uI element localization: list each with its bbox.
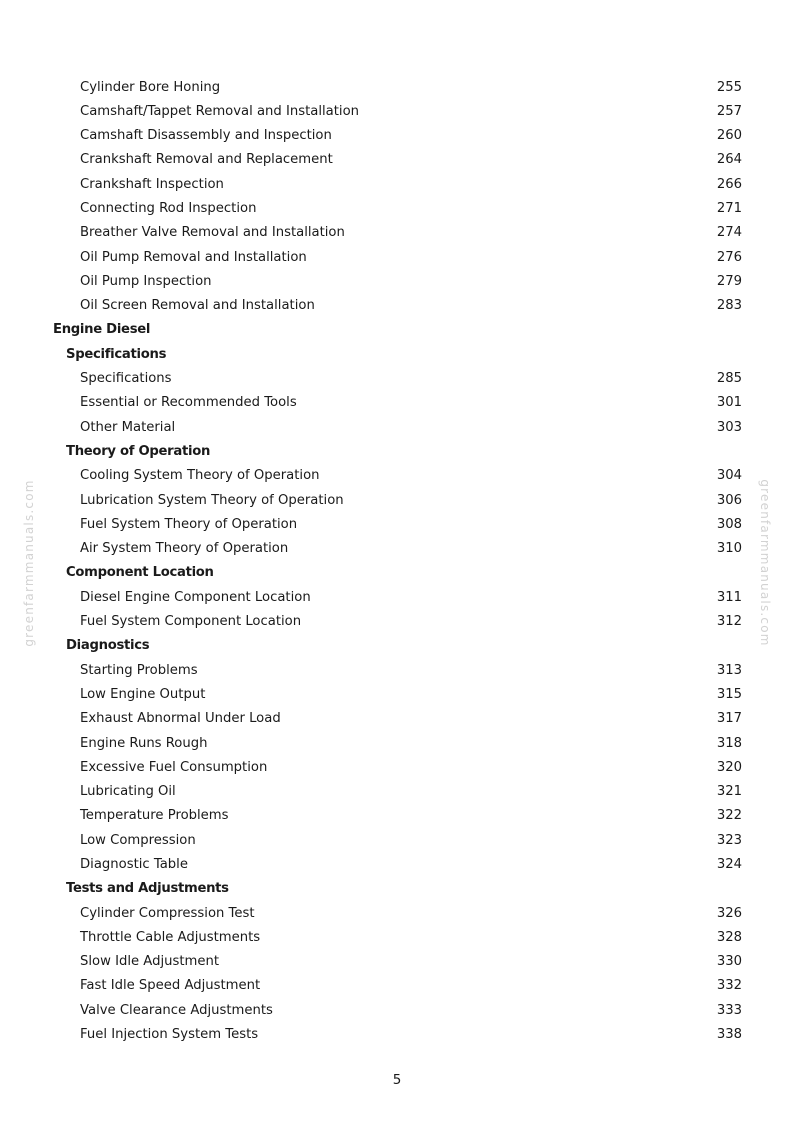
toc-entry-page-number: 323 <box>716 832 742 848</box>
toc-entry[interactable] <box>0 197 794 221</box>
toc-entry-title: Exhaust Abnormal Under Load <box>80 711 281 727</box>
toc-entry-page-number: 322 <box>716 808 742 824</box>
toc-entry-page-number: 312 <box>716 614 742 630</box>
toc-entry-title: Low Engine Output <box>80 686 206 702</box>
toc-entry[interactable] <box>0 829 794 853</box>
toc-entry-page-number: 332 <box>716 978 742 994</box>
toc-entry-page-number: 279 <box>716 273 742 289</box>
toc-section-heading[interactable] <box>0 877 794 901</box>
toc-entry-page-number: 311 <box>716 589 742 605</box>
toc-entry-title: Oil Pump Inspection <box>80 273 212 289</box>
toc-entry[interactable] <box>0 221 794 245</box>
toc-entry-title: Camshaft/Tappet Removal and Installation <box>80 103 360 119</box>
toc-entry-page-number: 260 <box>716 128 742 144</box>
toc-entry-title: Fast Idle Speed Adjustment <box>80 978 261 994</box>
toc-entry-page-number: 338 <box>716 1027 742 1043</box>
toc-entry[interactable] <box>0 391 794 415</box>
toc-entry[interactable] <box>0 464 794 488</box>
toc-entry-page-number: 257 <box>716 103 742 119</box>
toc-entry[interactable] <box>0 537 794 561</box>
toc-entry-title: Throttle Cable Adjustments <box>80 929 261 945</box>
toc-section-heading[interactable] <box>0 440 794 464</box>
toc-entry-title: Specifications <box>66 346 167 362</box>
toc-entry-page-number: 276 <box>716 249 742 265</box>
toc-entry-page-number: 266 <box>716 176 742 192</box>
toc-entry-title: Valve Clearance Adjustments <box>80 1002 273 1018</box>
toc-entry-page-number: 320 <box>716 759 742 775</box>
toc-entry[interactable] <box>0 926 794 950</box>
toc-entry-title: Temperature Problems <box>80 808 229 824</box>
toc-entry-title: Camshaft Disassembly and Inspection <box>80 128 332 144</box>
toc-entry-title: Other Material <box>80 419 176 435</box>
toc-entry[interactable] <box>0 173 794 197</box>
toc-entry-page-number: 333 <box>716 1002 742 1018</box>
toc-entry[interactable] <box>0 124 794 148</box>
toc-entry[interactable] <box>0 610 794 634</box>
toc-entry-title: Diagnostic Table <box>80 857 188 872</box>
toc-section-heading[interactable] <box>0 634 794 658</box>
watermark-right: greenfarmmanuals.com <box>758 479 772 647</box>
toc-entry-page-number: 301 <box>716 395 742 411</box>
toc-entry-page-number: 317 <box>716 711 742 727</box>
toc-entry[interactable] <box>0 76 794 100</box>
toc-entry[interactable] <box>0 270 794 294</box>
toc-entry[interactable] <box>0 513 794 537</box>
toc-entry-page-number: 271 <box>716 200 742 216</box>
toc-entry-title: Excessive Fuel Consumption <box>80 759 268 775</box>
toc-entry-page-number: 306 <box>716 492 742 508</box>
toc-entry-title: Component Location <box>66 565 214 581</box>
page-number: 5 <box>392 1072 402 1088</box>
toc-entry-title: Cylinder Bore Honing <box>80 79 221 95</box>
toc-entry-title: Oil Pump Removal and Installation <box>80 249 307 265</box>
toc-entry-title: Fuel System Component Location <box>80 614 302 630</box>
toc-entry-page-number: 328 <box>716 929 742 945</box>
toc-entry[interactable] <box>0 367 794 391</box>
toc-entry-title: Breather Valve Removal and Installation <box>80 225 345 241</box>
toc-entry[interactable] <box>0 974 794 998</box>
toc-entry-title: Air System Theory of Operation <box>80 541 289 557</box>
toc-entry-page-number: 303 <box>716 419 742 435</box>
toc-entry-page-number: 313 <box>716 662 742 678</box>
toc-entry[interactable] <box>0 707 794 731</box>
toc-section-heading[interactable] <box>0 561 794 585</box>
toc-entry[interactable] <box>0 999 794 1023</box>
toc-entry-title: Specifications <box>80 371 172 387</box>
toc-entry-title: Connecting Rod Inspection <box>80 200 257 216</box>
toc-entry[interactable] <box>0 732 794 756</box>
toc-entry-title: Engine Runs Rough <box>80 735 208 751</box>
toc-entry[interactable] <box>0 950 794 974</box>
toc-entry-page-number: 326 <box>716 905 742 921</box>
toc-entry[interactable] <box>0 804 794 828</box>
toc-entry-page-number: 264 <box>716 152 742 168</box>
toc-entry[interactable] <box>0 683 794 707</box>
watermark-left: greenfarmmanuals.com <box>22 479 36 647</box>
toc-entry-page-number: 330 <box>716 954 742 970</box>
table-of-contents <box>0 76 794 1048</box>
toc-section-heading[interactable] <box>0 318 794 342</box>
toc-entry[interactable] <box>0 148 794 172</box>
toc-entry-page-number: 308 <box>716 516 742 532</box>
toc-entry[interactable] <box>0 100 794 124</box>
toc-entry[interactable] <box>0 246 794 270</box>
toc-entry-title: Cooling System Theory of Operation <box>80 468 320 484</box>
toc-section-heading[interactable] <box>0 343 794 367</box>
toc-entry-title: Crankshaft Inspection <box>80 176 224 192</box>
toc-entry[interactable] <box>0 902 794 926</box>
toc-entry-page-number: 255 <box>716 79 742 95</box>
toc-entry-title: Essential or Recommended Tools <box>80 395 297 411</box>
toc-entry-title: Oil Screen Removal and Installation <box>80 298 315 314</box>
toc-entry-page-number: 321 <box>716 784 742 800</box>
toc-entry[interactable] <box>0 489 794 513</box>
toc-entry-page-number: 324 <box>716 857 742 872</box>
toc-entry-page-number: 274 <box>716 225 742 241</box>
toc-entry-title: Engine Diesel <box>53 322 151 338</box>
toc-entry-page-number: 310 <box>716 541 742 557</box>
toc-entry-title: Theory of Operation <box>66 443 211 459</box>
toc-entry[interactable] <box>0 780 794 804</box>
toc-entry-title: Cylinder Compression Test <box>80 905 255 921</box>
toc-entry-page-number: 304 <box>716 468 742 484</box>
toc-entry[interactable] <box>0 756 794 780</box>
toc-entry-title: Low Compression <box>80 832 196 848</box>
toc-entry-title: Tests and Adjustments <box>66 881 229 897</box>
toc-entry-title: Diesel Engine Component Location <box>80 589 311 605</box>
toc-entry-page-number: 315 <box>716 686 742 702</box>
toc-entry[interactable] <box>0 659 794 683</box>
toc-entry-page-number: 285 <box>716 371 742 387</box>
toc-entry-page-number: 318 <box>716 735 742 751</box>
toc-entry-title: Lubricating Oil <box>80 784 176 800</box>
toc-entry[interactable] <box>0 853 794 877</box>
toc-entry-title: Starting Problems <box>80 662 198 678</box>
toc-entry[interactable] <box>0 294 794 318</box>
toc-entry-title: Lubrication System Theory of Operation <box>80 492 344 508</box>
toc-entry-title: Diagnostics <box>66 638 150 654</box>
toc-entry-page-number: 283 <box>716 298 742 314</box>
toc-entry[interactable] <box>0 1023 794 1047</box>
toc-entry-title: Slow Idle Adjustment <box>80 954 220 970</box>
toc-entry-title: Fuel Injection System Tests <box>80 1027 259 1043</box>
toc-entry-title: Crankshaft Removal and Replacement <box>80 152 333 168</box>
toc-entry[interactable] <box>0 416 794 440</box>
toc-entry[interactable] <box>0 586 794 610</box>
toc-entry-title: Fuel System Theory of Operation <box>80 516 298 532</box>
